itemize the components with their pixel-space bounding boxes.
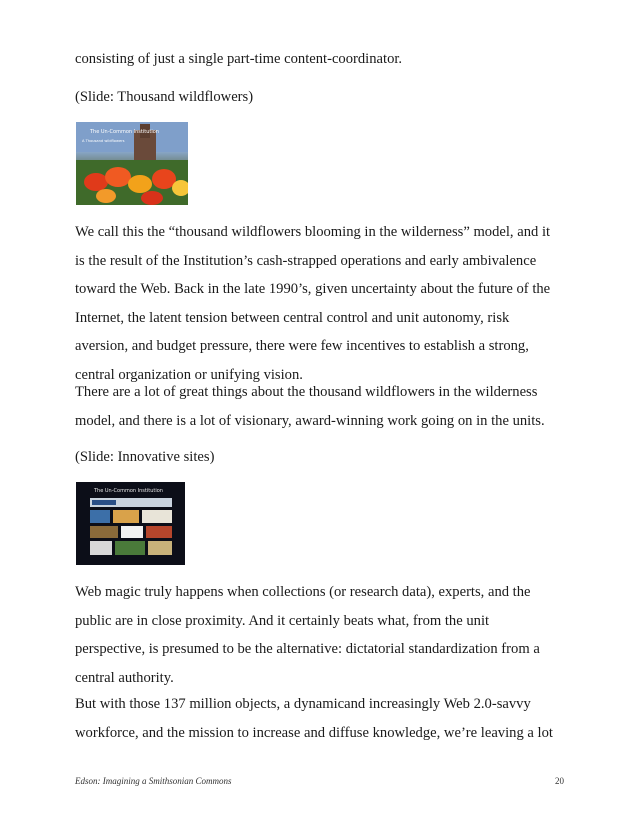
paragraph-137-million	[75, 690, 565, 747]
text-line: Web magic truly happens when collections (or research data), experts, and the	[75, 584, 531, 600]
text-line: consisting of just a single part-time content-coordinator.	[75, 51, 403, 67]
text-line: But with those 137 million objects, a dynamicand increasingly Web 2.0-savvy	[75, 696, 531, 712]
innovative-sites-collage	[76, 482, 185, 565]
paragraph-wildflowers-model	[75, 218, 565, 389]
text-line: perspective, is presumed to be the alternative: dictatorial standardization from a	[75, 641, 540, 657]
text-line: central authority.	[75, 669, 174, 686]
text-line: central organization or unifying vision.	[75, 366, 303, 383]
slide-caption-innovative-sites	[75, 443, 565, 472]
paragraph-web-magic	[75, 578, 565, 692]
slide-thumbnail-wildflowers	[76, 122, 188, 205]
text-line: workforce, and the mission to increase and diffuse knowledge, we’re leaving a lot	[75, 724, 553, 741]
footer-running-title: Edson: Imagining a Smithsonian Commons	[75, 776, 232, 786]
page-number: 20	[555, 776, 564, 786]
wildflowers-photo	[76, 122, 188, 205]
paragraph-great-things	[75, 378, 565, 435]
text-line: (Slide: Thousand wildflowers)	[75, 89, 254, 105]
text-line: aversion, and budget pressure, there were few incentives to establish a strong,	[75, 338, 529, 354]
text-line: (Slide: Innovative sites)	[75, 449, 215, 465]
text-line: We call this the “thousand wildflowers blooming in the wilderness” model, and it	[75, 224, 551, 240]
slide-title: The Un-Common Institution	[94, 488, 163, 494]
slide-thumbnail-innovative-sites	[76, 482, 185, 565]
text-line: public are in close proximity. And it certainly beats what, from the unit	[75, 612, 490, 629]
paragraph-1	[75, 45, 565, 74]
slide-caption-thousand-wildflowers	[75, 83, 565, 112]
text-line: There are a lot of great things about the thousand wildflowers in the wilderness	[75, 384, 538, 400]
text-line: model, and there is a lot of visionary, award-winning work going on in the units.	[75, 412, 545, 429]
text-line: Internet, the latent tension between central control and unit autonomy, risk	[75, 309, 510, 326]
text-line: is the result of the Institution’s cash-strapped operations and early ambivalence	[75, 252, 537, 269]
slide-title: The Un-Common Institution	[90, 129, 159, 135]
text-line: toward the Web. Back in the late 1990’s, given uncertainty about the future of the	[75, 281, 551, 297]
slide-subtitle: A Thousand wildflowers	[82, 139, 125, 143]
